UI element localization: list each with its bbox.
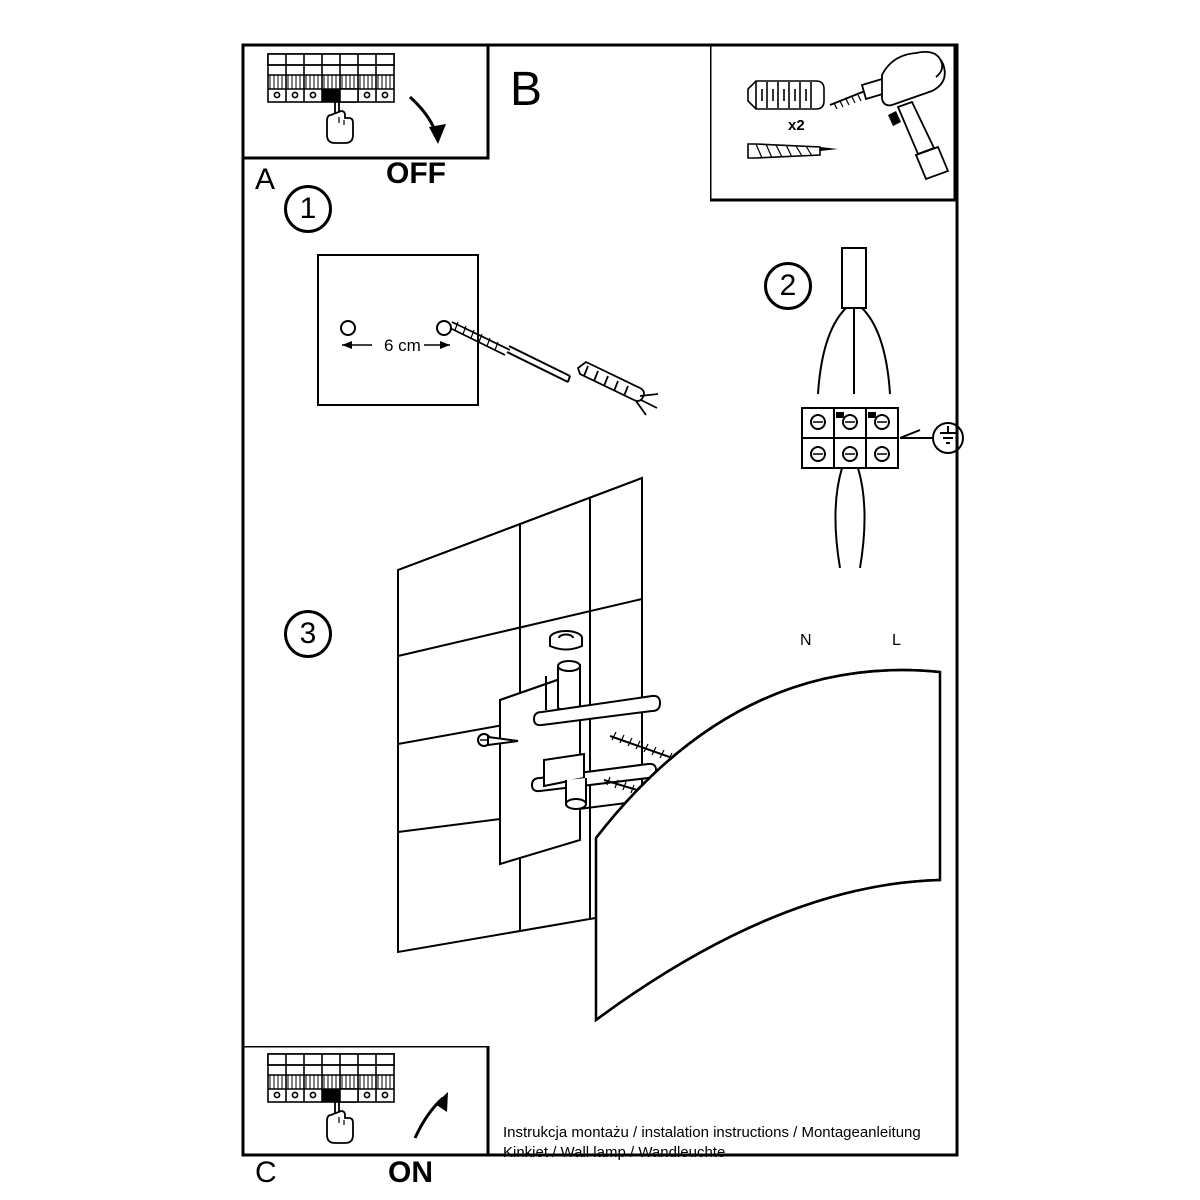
step-c-action: ON: [388, 1156, 433, 1189]
step-a-action: OFF: [386, 157, 446, 190]
terminal-top-left-label: N: [800, 632, 812, 649]
hand-icon: [327, 102, 353, 143]
step-1-diagram: [300, 240, 720, 430]
step-1-number: [284, 185, 332, 233]
panel-a: [243, 45, 491, 196]
fuse-box-icon-on: [268, 1054, 394, 1102]
dimension-6cm: 6 cm: [384, 336, 421, 355]
panel-b-frame: [710, 45, 958, 203]
step-a-letter: A: [255, 163, 276, 196]
step-c-letter: C: [255, 1156, 277, 1189]
step-1-label: 1: [299, 192, 317, 225]
quantity-x2: x2: [788, 117, 805, 134]
step-3-label: 3: [299, 617, 317, 650]
wall-plug-icon: [748, 81, 824, 109]
panel-c-frame: [243, 1046, 491, 1156]
footer-title: Instrukcja montażu / instalation instructions / Montageanleitung: [503, 1124, 921, 1141]
fuse-box-icon: [268, 54, 394, 102]
earth-symbol-icon: [900, 423, 963, 453]
footer-subtitle: Kinkiet / Wall lamp / Wandleuchte: [503, 1144, 726, 1161]
step-b-letter: B: [510, 63, 543, 116]
step-1-drawing: [300, 240, 720, 430]
panel-b: [710, 45, 958, 203]
hand-icon-on: [327, 1102, 353, 1143]
arrow-curve-on: [415, 1092, 448, 1138]
drill-icon: [830, 45, 958, 179]
glass-shade: [596, 670, 940, 1020]
step-2-label: 2: [779, 269, 797, 302]
panel-a-frame: [243, 45, 491, 160]
screw-icon: [748, 144, 838, 158]
panel-c: [243, 1046, 491, 1189]
terminal-top-right-label: L: [892, 632, 901, 649]
lamp-assembly-drawing: [380, 460, 980, 1030]
step-3-number: [284, 610, 332, 658]
step-3-diagram: [380, 460, 980, 1030]
arrow-curve-off: [410, 97, 446, 144]
plug-insert-icon: [578, 362, 658, 415]
